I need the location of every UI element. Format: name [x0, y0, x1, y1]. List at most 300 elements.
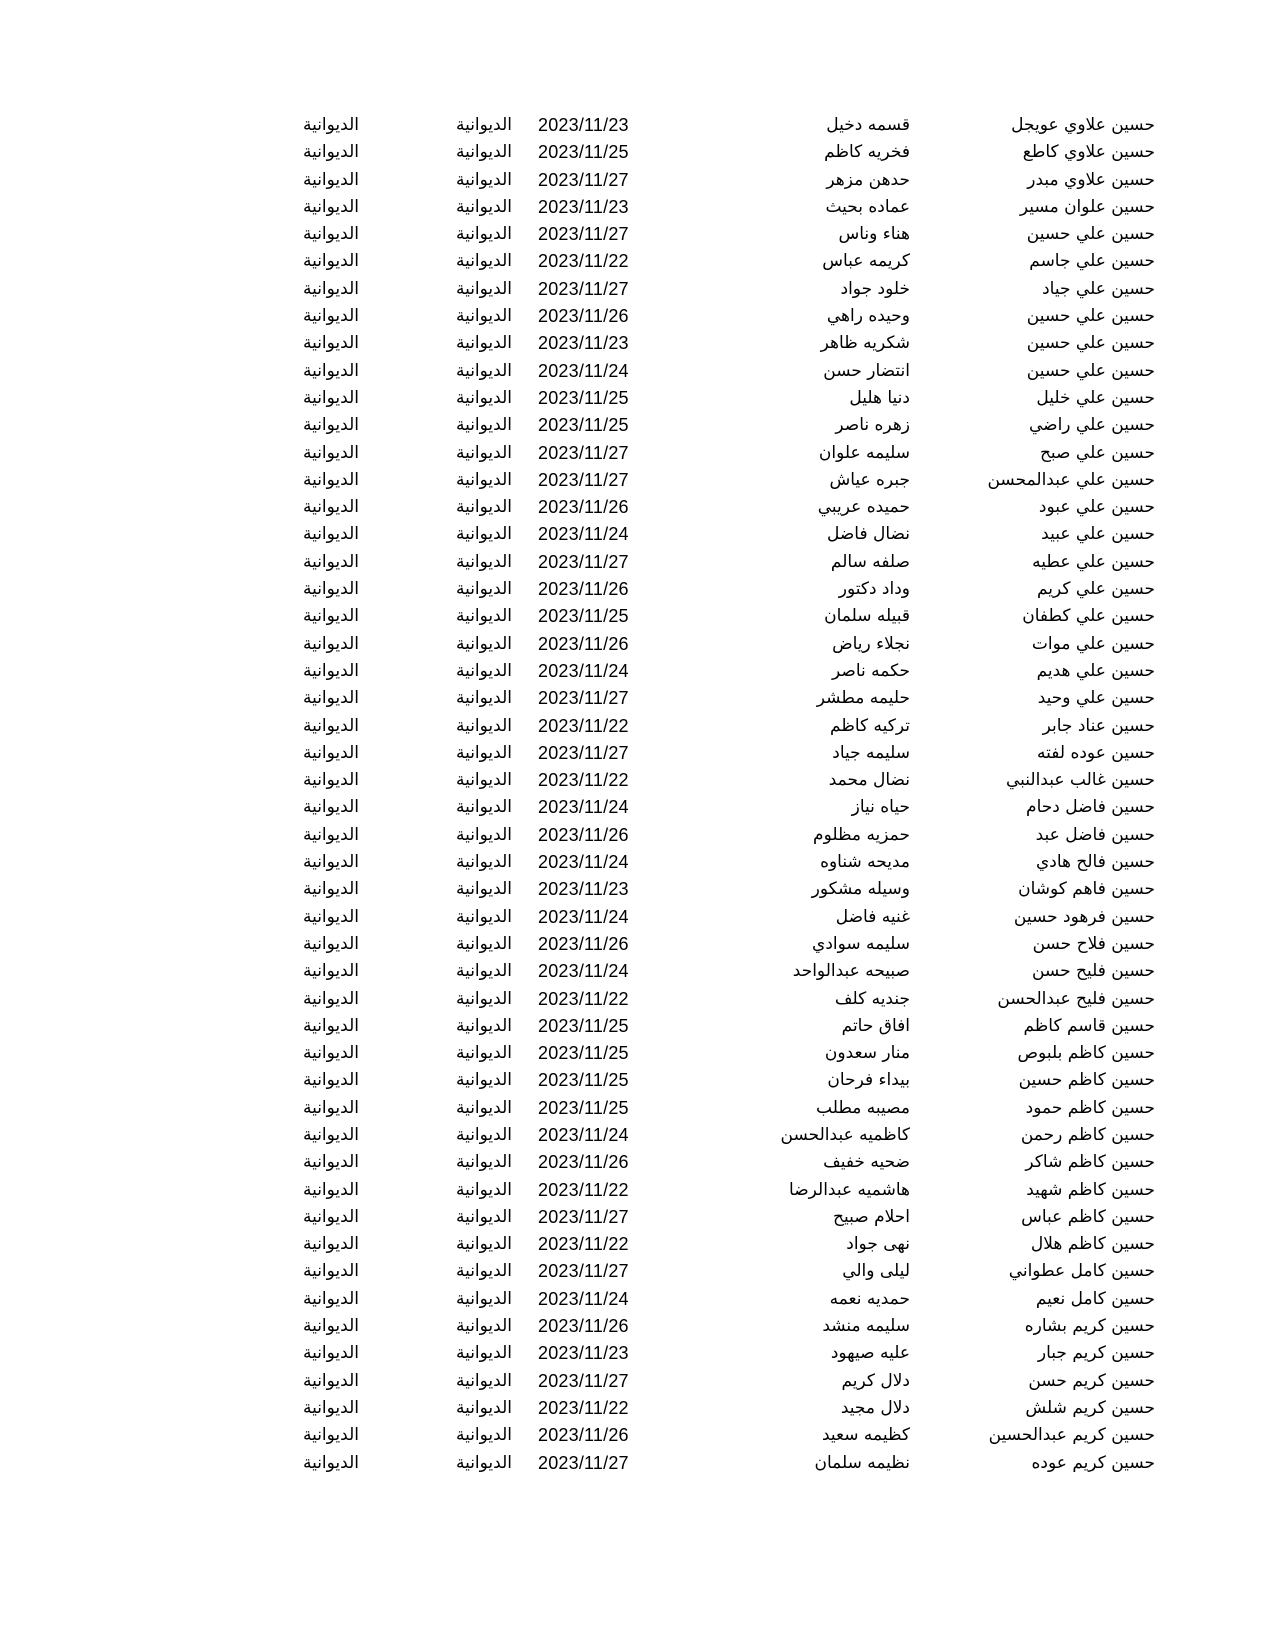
city: الديوانية [302, 660, 359, 681]
mother-name: جبره عياش [829, 469, 910, 490]
governorate: الديوانية [455, 551, 512, 572]
person-name: حسين عوده لفته [1037, 742, 1155, 763]
mother-name: بيداء فرحان [827, 1070, 910, 1091]
mother-name: صلفه سالم [830, 551, 910, 572]
city: الديوانية [302, 1288, 359, 1309]
person-name: حسين علاوي عويجل [1011, 115, 1155, 135]
record-date: 2023/11/23 [538, 115, 629, 135]
mother-name: سليمه سوادي [812, 933, 910, 954]
governorate: الديوانية [455, 1015, 512, 1036]
governorate: الديوانية [455, 524, 512, 545]
record-date: 2023/11/27 [538, 688, 629, 709]
table-row [0, 385, 1275, 412]
record-date: 2023/11/27 [538, 469, 629, 490]
mother-name: ضحيه خفيف [823, 1152, 910, 1173]
record-date: 2023/11/24 [538, 906, 629, 927]
city: الديوانية [302, 1206, 359, 1227]
person-name: حسين كاظم رحمن [1020, 1124, 1155, 1145]
person-name: حسين كريم بشاره [1024, 1316, 1155, 1337]
table-row [0, 1122, 1275, 1149]
table-row [0, 167, 1275, 194]
records-table [0, 112, 1275, 1477]
governorate: الديوانية [455, 1124, 512, 1145]
governorate: الديوانية [455, 251, 512, 272]
person-name: حسين فاضل دحام [1026, 797, 1155, 818]
record-date: 2023/11/22 [538, 1397, 629, 1418]
table-row [0, 139, 1275, 166]
mother-name: وسيله مشكور [811, 879, 910, 900]
table-row [0, 603, 1275, 630]
person-name: حسين علي جاسم [1029, 251, 1155, 272]
mother-name: حمزيه مظلوم [813, 824, 910, 845]
city: الديوانية [302, 1261, 359, 1282]
mother-name: سليمه منشد [822, 1316, 910, 1337]
city: الديوانية [302, 633, 359, 654]
person-name: حسين كاظم هلال [1030, 1234, 1155, 1255]
table-row [0, 1067, 1275, 1094]
mother-name: حكمه ناصر [832, 660, 910, 681]
mother-name: وداد دكتور [838, 579, 910, 600]
city: الديوانية [302, 1015, 359, 1036]
record-date: 2023/11/26 [538, 1425, 629, 1446]
person-name: حسين كاظم حمود [1025, 1097, 1155, 1118]
record-date: 2023/11/25 [538, 606, 629, 627]
person-name: حسين علي كريم [1036, 579, 1155, 600]
record-date: 2023/11/25 [538, 1097, 629, 1118]
table-row [0, 685, 1275, 712]
city: الديوانية [302, 742, 359, 763]
mother-name: صبيحه عبدالواحد [792, 961, 910, 982]
person-name: حسين علي عبيد [1041, 524, 1155, 545]
governorate: الديوانية [455, 497, 512, 518]
person-name: حسين فالح هادي [1035, 852, 1155, 873]
governorate: الديوانية [455, 933, 512, 954]
city: الديوانية [302, 824, 359, 845]
governorate: الديوانية [455, 224, 512, 245]
mother-name: دنيا هليل [849, 387, 910, 408]
table-row [0, 740, 1275, 767]
governorate: الديوانية [455, 961, 512, 982]
record-date: 2023/11/22 [538, 770, 629, 791]
table-row [0, 658, 1275, 685]
governorate: الديوانية [455, 360, 512, 381]
city: الديوانية [302, 770, 359, 791]
record-date: 2023/11/24 [538, 852, 629, 873]
person-name: حسين علاوي كاطع [1022, 142, 1155, 163]
person-name: حسين علي جياد [1042, 278, 1155, 299]
table-row [0, 1258, 1275, 1285]
city: الديوانية [302, 469, 359, 490]
governorate: الديوانية [455, 633, 512, 654]
mother-name: زهره ناصر [835, 415, 910, 436]
city: الديوانية [302, 715, 359, 736]
mother-name: فخريه كاظم [824, 142, 910, 163]
governorate: الديوانية [455, 797, 512, 818]
governorate: الديوانية [455, 688, 512, 709]
city: الديوانية [302, 1179, 359, 1200]
mother-name: نجلاء رياض [832, 633, 910, 654]
mother-name: حدهن مزهر [826, 169, 910, 190]
record-date: 2023/11/22 [538, 251, 629, 272]
city: الديوانية [302, 1043, 359, 1064]
governorate: الديوانية [455, 1234, 512, 1255]
mother-name: افاق حاتم [841, 1015, 910, 1036]
record-date: 2023/11/27 [538, 278, 629, 299]
governorate: الديوانية [455, 770, 512, 791]
city: الديوانية [302, 169, 359, 190]
person-name: حسين علي حسين [1026, 333, 1155, 354]
governorate: الديوانية [455, 852, 512, 873]
governorate: الديوانية [455, 1261, 512, 1282]
table-row [0, 1340, 1275, 1367]
city: الديوانية [302, 579, 359, 600]
record-date: 2023/11/25 [538, 1015, 629, 1036]
table-row [0, 794, 1275, 821]
city: الديوانية [302, 961, 359, 982]
record-date: 2023/11/26 [538, 497, 629, 518]
mother-name: غنيه فاضل [835, 906, 910, 927]
governorate: الديوانية [455, 715, 512, 736]
mother-name: نظيمه سلمان [814, 1452, 910, 1473]
record-date: 2023/11/26 [538, 633, 629, 654]
table-row [0, 1368, 1275, 1395]
governorate: الديوانية [455, 1452, 512, 1473]
person-name: حسين علي حسين [1026, 224, 1155, 245]
table-row [0, 330, 1275, 357]
table-row [0, 931, 1275, 958]
person-name: حسين علي عبدالمحسن [987, 469, 1155, 490]
table-row [0, 494, 1275, 521]
governorate: الديوانية [455, 115, 512, 135]
city: الديوانية [302, 415, 359, 436]
record-date: 2023/11/24 [538, 660, 629, 681]
governorate: الديوانية [455, 606, 512, 627]
table-row [0, 221, 1275, 248]
city: الديوانية [302, 442, 359, 463]
governorate: الديوانية [455, 906, 512, 927]
governorate: الديوانية [455, 333, 512, 354]
governorate: الديوانية [455, 1425, 512, 1446]
person-name: حسين فليح عبدالحسن [997, 988, 1155, 1009]
table-row [0, 767, 1275, 794]
city: الديوانية [302, 1070, 359, 1091]
mother-name: قسمه دخيل [826, 115, 910, 135]
table-row [0, 1313, 1275, 1340]
record-date: 2023/11/26 [538, 1316, 629, 1337]
city: الديوانية [302, 1425, 359, 1446]
mother-name: نضال محمد [828, 770, 910, 791]
governorate: الديوانية [455, 1397, 512, 1418]
city: الديوانية [302, 551, 359, 572]
governorate: الديوانية [455, 1288, 512, 1309]
governorate: الديوانية [455, 1152, 512, 1173]
person-name: حسين علي هديم [1036, 660, 1155, 681]
governorate: الديوانية [455, 579, 512, 600]
governorate: الديوانية [455, 442, 512, 463]
table-row [0, 1395, 1275, 1422]
record-date: 2023/11/24 [538, 1124, 629, 1145]
person-name: حسين فليح حسن [1031, 961, 1155, 982]
record-date: 2023/11/27 [538, 1370, 629, 1391]
table-row [0, 576, 1275, 603]
governorate: الديوانية [455, 1097, 512, 1118]
record-date: 2023/11/23 [538, 1343, 629, 1364]
person-name: حسين فلاح حسن [1032, 933, 1155, 954]
table-row [0, 1231, 1275, 1258]
record-date: 2023/11/23 [538, 879, 629, 900]
mother-name: نهى جواد [846, 1234, 910, 1255]
table-row [0, 1286, 1275, 1313]
person-name: حسين علي راضي [1028, 415, 1155, 436]
record-date: 2023/11/27 [538, 1452, 629, 1473]
record-date: 2023/11/27 [538, 442, 629, 463]
person-name: حسين عناد جابر [1042, 715, 1155, 736]
person-name: حسين غالب عبدالنبي [1005, 770, 1155, 791]
governorate: الديوانية [455, 824, 512, 845]
record-date: 2023/11/27 [538, 1261, 629, 1282]
person-name: حسين قاسم كاظم [1023, 1015, 1155, 1036]
city: الديوانية [302, 387, 359, 408]
person-name: حسين كامل نعيم [1035, 1288, 1155, 1309]
person-name: حسين علي حسين [1026, 360, 1155, 381]
record-date: 2023/11/24 [538, 961, 629, 982]
record-date: 2023/11/27 [538, 169, 629, 190]
city: الديوانية [302, 524, 359, 545]
mother-name: كريمه عباس [822, 251, 910, 272]
mother-name: حليمه مطشر [816, 688, 910, 709]
mother-name: هناء وناس [838, 224, 910, 245]
table-row [0, 303, 1275, 330]
record-date: 2023/11/26 [538, 824, 629, 845]
city: الديوانية [302, 1316, 359, 1337]
governorate: الديوانية [455, 142, 512, 163]
city: الديوانية [302, 988, 359, 1009]
governorate: الديوانية [455, 196, 512, 217]
governorate: الديوانية [455, 660, 512, 681]
city: الديوانية [302, 1370, 359, 1391]
person-name: حسين علي صبح [1039, 442, 1155, 463]
table-row [0, 822, 1275, 849]
governorate: الديوانية [455, 1206, 512, 1227]
table-row [0, 549, 1275, 576]
person-name: حسين كريم عبدالحسين [988, 1425, 1155, 1446]
city: الديوانية [302, 497, 359, 518]
person-name: حسين كاظم شاكر [1025, 1152, 1155, 1173]
record-date: 2023/11/27 [538, 551, 629, 572]
record-date: 2023/11/24 [538, 797, 629, 818]
record-date: 2023/11/24 [538, 360, 629, 381]
table-row [0, 521, 1275, 548]
mother-name: انتضار حسن [823, 360, 910, 381]
person-name: حسين كاظم شهيد [1026, 1179, 1155, 1200]
city: الديوانية [302, 1124, 359, 1145]
table-row [0, 876, 1275, 903]
governorate: الديوانية [455, 742, 512, 763]
city: الديوانية [302, 688, 359, 709]
person-name: حسين علي خليل [1036, 387, 1155, 408]
person-name: حسين علي عبود [1038, 497, 1155, 518]
person-name: حسين علي موات [1031, 633, 1155, 654]
governorate: الديوانية [455, 1070, 512, 1091]
person-name: حسين كاظم حسين [1018, 1070, 1155, 1091]
city: الديوانية [302, 224, 359, 245]
governorate: الديوانية [455, 1179, 512, 1200]
mother-name: منار سعدون [824, 1043, 910, 1064]
mother-name: دلال كريم [841, 1370, 910, 1391]
table-row [0, 631, 1275, 658]
record-date: 2023/11/25 [538, 1043, 629, 1064]
mother-name: سليمه جياد [832, 742, 910, 763]
record-date: 2023/11/24 [538, 524, 629, 545]
record-date: 2023/11/26 [538, 579, 629, 600]
mother-name: نضال فاضل [826, 524, 910, 545]
mother-name: قبيله سلمان [824, 606, 910, 627]
city: الديوانية [302, 1152, 359, 1173]
table-row [0, 440, 1275, 467]
person-name: حسين علي عطيه [1032, 551, 1155, 572]
mother-name: هاشميه عبدالرضا [789, 1179, 910, 1200]
governorate: الديوانية [455, 469, 512, 490]
person-name: حسين كاظم عباس [1021, 1206, 1155, 1227]
person-name: حسين علي وحيد [1037, 688, 1155, 709]
mother-name: ليلى والي [842, 1261, 910, 1282]
city: الديوانية [302, 196, 359, 217]
table-row [0, 467, 1275, 494]
table-row [0, 358, 1275, 385]
city: الديوانية [302, 906, 359, 927]
record-date: 2023/11/25 [538, 1070, 629, 1091]
mother-name: مديحه شناوه [820, 852, 910, 873]
city: الديوانية [302, 933, 359, 954]
mother-name: تركيه كاظم [830, 715, 910, 736]
person-name: حسين كاظم بلبوص [1017, 1043, 1155, 1064]
record-date: 2023/11/24 [538, 1288, 629, 1309]
mother-name: حميده عريبي [817, 497, 910, 518]
record-date: 2023/11/25 [538, 387, 629, 408]
record-date: 2023/11/22 [538, 988, 629, 1009]
person-name: حسين علوان مسير [1019, 196, 1155, 217]
city: الديوانية [302, 1452, 359, 1473]
person-name: حسين كريم حسن [1028, 1370, 1155, 1391]
city: الديوانية [302, 879, 359, 900]
city: الديوانية [302, 1343, 359, 1364]
governorate: الديوانية [455, 1343, 512, 1364]
table-row [0, 1450, 1275, 1477]
person-name: حسين كريم عوده [1031, 1452, 1155, 1473]
city: الديوانية [302, 333, 359, 354]
table-row [0, 1013, 1275, 1040]
table-row [0, 1095, 1275, 1122]
mother-name: وحيده راهي [826, 306, 910, 327]
table-row [0, 958, 1275, 985]
city: الديوانية [302, 852, 359, 873]
record-date: 2023/11/23 [538, 333, 629, 354]
record-date: 2023/11/22 [538, 1179, 629, 1200]
city: الديوانية [302, 115, 359, 135]
table-row [0, 986, 1275, 1013]
mother-name: عماده بحيث [825, 196, 910, 217]
table-row [0, 248, 1275, 275]
mother-name: حياه نياز [851, 797, 910, 818]
record-date: 2023/11/26 [538, 933, 629, 954]
mother-name: شكريه ظاهر [820, 333, 910, 354]
mother-name: مصيبه مطلب [816, 1097, 910, 1118]
record-date: 2023/11/22 [538, 715, 629, 736]
mother-name: احلام صبيح [833, 1206, 910, 1227]
record-date: 2023/11/25 [538, 142, 629, 163]
table-row [0, 1422, 1275, 1449]
person-name: حسين فرهود حسين [1013, 906, 1155, 927]
table-row [0, 1177, 1275, 1204]
person-name: حسين فاضل عبد [1035, 824, 1155, 845]
record-date: 2023/11/25 [538, 415, 629, 436]
city: الديوانية [302, 306, 359, 327]
record-date: 2023/11/27 [538, 1206, 629, 1227]
city: الديوانية [302, 1397, 359, 1418]
table-row [0, 849, 1275, 876]
table-row [0, 412, 1275, 439]
city: الديوانية [302, 360, 359, 381]
person-name: حسين كريم جبار [1037, 1343, 1155, 1364]
record-date: 2023/11/26 [538, 306, 629, 327]
table-row [0, 904, 1275, 931]
city: الديوانية [302, 142, 359, 163]
mother-name: كاظميه عبدالحسن [780, 1124, 910, 1145]
record-date: 2023/11/22 [538, 1234, 629, 1255]
city: الديوانية [302, 1234, 359, 1255]
record-date: 2023/11/26 [538, 1152, 629, 1173]
table-row [0, 713, 1275, 740]
governorate: الديوانية [455, 169, 512, 190]
city: الديوانية [302, 278, 359, 299]
record-date: 2023/11/27 [538, 742, 629, 763]
person-name: حسين كريم شلش [1025, 1397, 1155, 1418]
mother-name: كظيمه سعيد [821, 1425, 910, 1446]
governorate: الديوانية [455, 278, 512, 299]
table-row [0, 276, 1275, 303]
mother-name: عليه صيهود [830, 1343, 910, 1364]
governorate: الديوانية [455, 988, 512, 1009]
record-date: 2023/11/27 [538, 224, 629, 245]
mother-name: خلود جواد [840, 278, 910, 299]
mother-name: حمديه نعمه [829, 1288, 910, 1309]
city: الديوانية [302, 1097, 359, 1118]
mother-name: جنديه كلف [834, 988, 910, 1009]
governorate: الديوانية [455, 1370, 512, 1391]
mother-name: سليمه علوان [818, 442, 910, 463]
table-row [0, 1149, 1275, 1176]
person-name: حسين علاوي مبدر [1027, 169, 1155, 190]
governorate: الديوانية [455, 387, 512, 408]
city: الديوانية [302, 606, 359, 627]
person-name: حسين فاهم كوشان [1018, 879, 1155, 900]
city: الديوانية [302, 251, 359, 272]
city: الديوانية [302, 797, 359, 818]
person-name: حسين علي حسين [1026, 306, 1155, 327]
record-date: 2023/11/23 [538, 196, 629, 217]
person-name: حسين علي كطفان [1022, 606, 1155, 627]
governorate: الديوانية [455, 306, 512, 327]
governorate: الديوانية [455, 879, 512, 900]
table-row [0, 194, 1275, 221]
mother-name: دلال مجيد [840, 1397, 910, 1418]
table-row [0, 112, 1275, 139]
person-name: حسين كامل عطواني [1008, 1261, 1155, 1282]
table-row [0, 1040, 1275, 1067]
governorate: الديوانية [455, 1043, 512, 1064]
governorate: الديوانية [455, 415, 512, 436]
governorate: الديوانية [455, 1316, 512, 1337]
